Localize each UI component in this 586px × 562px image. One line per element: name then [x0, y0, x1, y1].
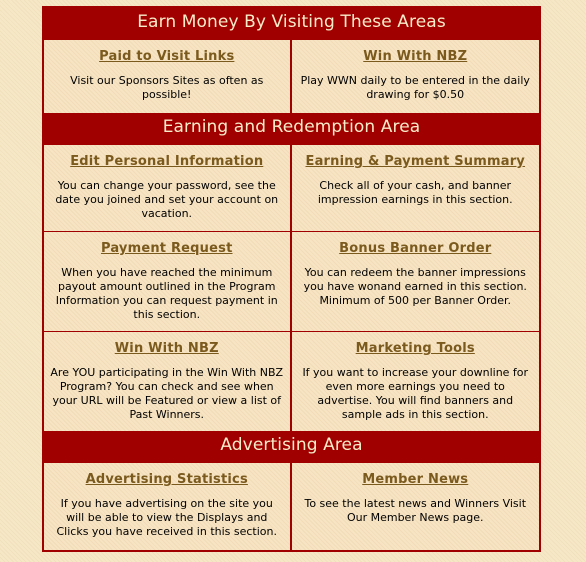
link-advertising-statistics[interactable]: Advertising Statistics — [85, 472, 248, 487]
link-bonus-banner-order[interactable]: Bonus Banner Order — [339, 241, 492, 256]
link-win-with-nbz-program[interactable]: Win With NBZ — [114, 341, 219, 356]
cell-marketing-tools — [292, 331, 540, 431]
desc-earning-payment-summary: Check all of your cash, and banner impression earnings in this section. — [317, 179, 513, 206]
cell-bonus-banner-order — [292, 231, 540, 331]
link-win-with-nbz-daily[interactable]: Win With NBZ — [363, 49, 468, 64]
desc-edit-personal-information: You can change your password, see the date you joined and set your account on vacation. — [55, 179, 279, 220]
cell-edit-personal-information — [44, 144, 292, 231]
desc-payment-request: When you have reached the minimum payout amount outlined in the Program Information you can request payment in this section. — [55, 266, 278, 321]
cell-member-news — [292, 462, 540, 550]
link-payment-request[interactable]: Payment Request — [100, 241, 233, 256]
cell-advertising-statistics — [44, 462, 292, 550]
link-marketing-tools[interactable]: Marketing Tools — [355, 341, 475, 356]
member-area-panel — [42, 6, 541, 552]
link-member-news[interactable]: Member News — [362, 472, 469, 487]
desc-member-news: To see the latest news and Winners Visit Our Member News page. — [304, 497, 527, 524]
desc-bonus-banner-order: You can redeem the banner impressions you have wonand earned in this section. Minimum of 500 per Banner Order. — [303, 266, 527, 307]
desc-advertising-statistics: If you have advertising on the site you will be able to view the Displays and Clicks you have received in this section. — [56, 497, 277, 538]
cell-payment-request — [44, 231, 292, 331]
cell-win-with-nbz-program — [44, 331, 292, 431]
desc-marketing-tools: If you want to increase your downline for even more earnings you need to advertise. You will find banners and sample ads in this section. — [302, 366, 529, 421]
desc-paid-to-visit-links: Visit our Sponsors Sites as often as possible! — [70, 74, 264, 101]
section-header-redemption: Earning and Redemption Area — [44, 113, 539, 144]
link-paid-to-visit-links[interactable]: Paid to Visit Links — [99, 49, 235, 64]
section-header-earn: Earn Money By Visiting These Areas — [44, 8, 539, 39]
desc-win-with-nbz-program: Are YOU participating in the Win With NBZ Program? You can check and see when your URL will be Featured or view a list of Past Winners. — [50, 366, 284, 421]
link-earning-payment-summary[interactable]: Earning & Payment Summary — [305, 154, 525, 169]
cell-win-with-nbz-daily — [292, 39, 540, 113]
cell-paid-to-visit-links — [44, 39, 292, 113]
section-header-advertising: Advertising Area — [44, 431, 539, 462]
member-area-table — [42, 6, 541, 552]
desc-win-with-nbz-daily: Play WWN daily to be entered in the daily drawing for $0.50 — [300, 74, 530, 101]
link-edit-personal-information[interactable]: Edit Personal Information — [70, 154, 264, 169]
cell-earning-payment-summary — [292, 144, 540, 231]
